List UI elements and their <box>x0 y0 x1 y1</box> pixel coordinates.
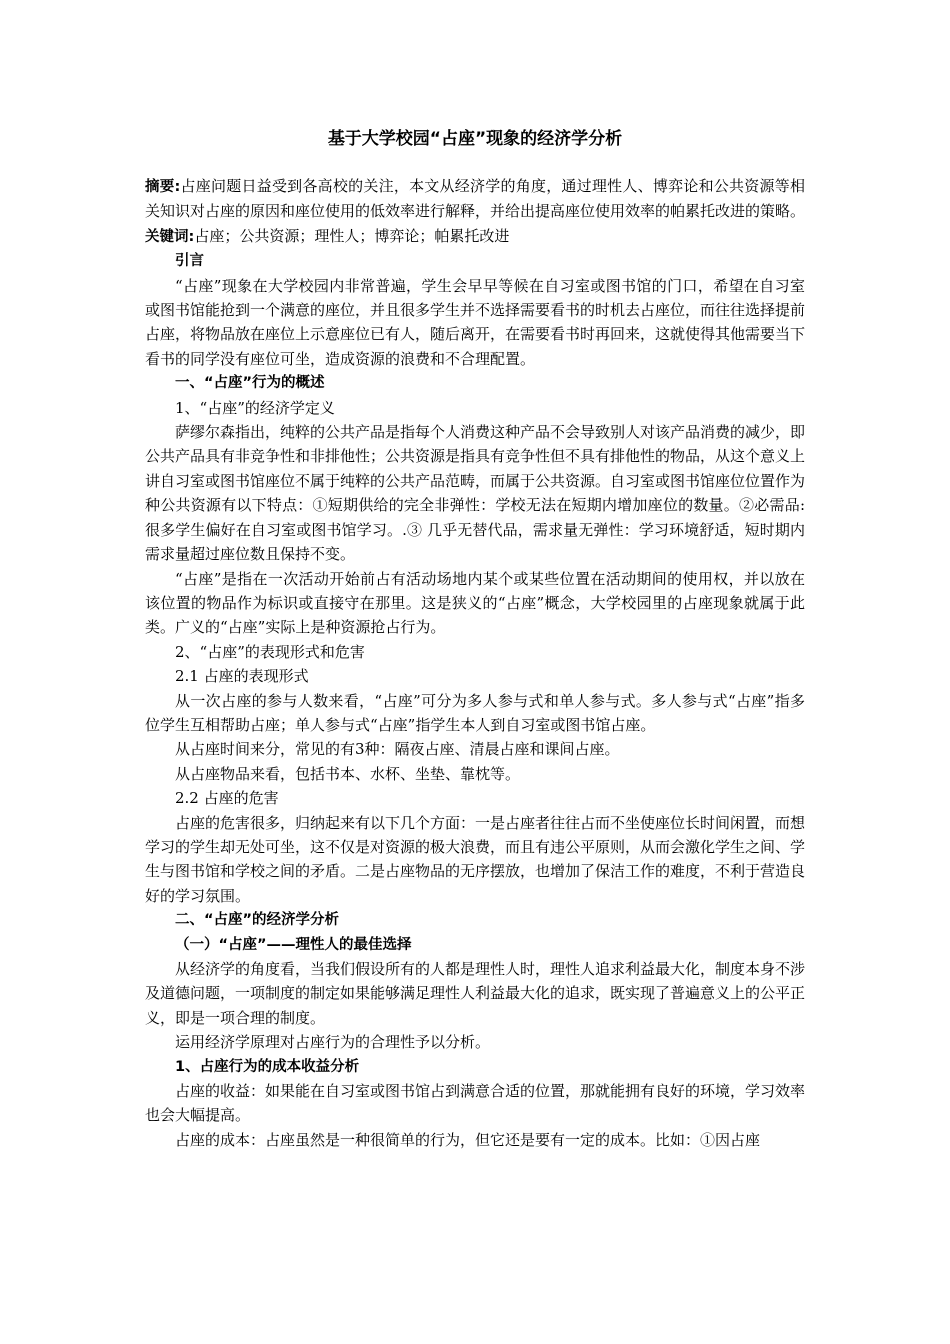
section1-sub1-para2: “占座”是指在一次活动开始前占有活动场地内某个或某些位置在活动期间的使用权，并以放在该位置的物品作为标识或直接守在那里。这是狭义的“占座”概念，大学校园里的占座现象就属于此类。广义的“占座”实际上是种资源抢占行为。 <box>145 569 805 637</box>
section2-sub1-para2: 运用经济学原理对占座行为的合理性予以分析。 <box>175 1033 491 1052</box>
section1-sub1-para1: 萨缪尔森指出，纯粹的公共产品是指每个人消费这种产品不会导致别人对该产品消费的减少，即公共产品具有非竞争性和非排他性；公共资源是指具有竞争性但不具有排他性的物品，从这个意义上讲自习室或图书馆座位不属于纯粹的公共产品范畴，而属于公共资源。自习室或图书馆座位位置作为种公共资源有以下特点：①短期供给的完全非弹性：学校无法在短期内增加座位的数量。②必需品:很多学生偏好在自习室或图书馆学习。.③ 几乎无替代品，需求量无弹性：学习环境舒适，短时期内需求量超过座位数且保持不变。 <box>145 423 806 564</box>
section1-sub2-heading: 2、“占座”的表现形式和危害 <box>175 642 365 661</box>
keywords-label: 关键词: <box>145 228 195 245</box>
keywords <box>145 224 805 249</box>
section2-heading: 二、“占座”的经济学分析 <box>175 912 340 929</box>
intro-paragraph: “占座”现象在大学校园内非常普遍，学生会早早等候在自习室或图书馆的门口，希望在自习室或图书馆能抢到一个满意的座位，并且很多学生并不选择需要看书的时机去占座位，而往往选择提前占座，将物品放在座位上示意座位已有人，随后离开，在需要看书时再回来，这就使得其他需要当下看书的同学没有座位可坐，造成资源的浪费和不合理配置。 <box>145 276 806 368</box>
section1-heading: 一、“占座”行为的概述 <box>175 375 325 392</box>
document-title: 基于大学校园“占座”现象的经济学分析 <box>327 129 623 149</box>
abstract-label: 摘要: <box>145 179 181 195</box>
section1-sub22-heading: 2.2 占座的危害 <box>175 789 279 808</box>
section2-sub2-para1: 占座的收益：如果能在自习室或图书馆占到满意合适的位置，那就能拥有良好的环境，学习效率也会大幅提高。 <box>145 1082 806 1125</box>
abstract <box>145 174 805 224</box>
section2-sub2-heading: 1、占座行为的成本收益分析 <box>175 1058 360 1075</box>
section1-sub21-para3: 从占座物品来看，包括书本、水杯、坐垫、靠枕等。 <box>175 764 521 783</box>
section1-sub21-para1: 从一次占座的参与人数来看，“占座”可分为多人参与式和单人参与式。多人参与式“占座”指多位学生互相帮助占座；单人参与式“占座”指学生本人到自习室或图书馆占座。 <box>145 691 805 734</box>
section1-sub21-heading: 2.1 占座的表现形式 <box>175 667 309 686</box>
section1-sub21-para2: 从占座时间来分，常见的有3种：隔夜占座、清晨占座和课间占座。 <box>175 740 620 759</box>
intro-heading: 引言 <box>175 253 204 270</box>
section2-sub1-para1: 从经济学的角度看，当我们假设所有的人都是理性人时，理性人追求利益最大化，制度本身不涉及道德问题，一项制度的制定如果能够满足理性人利益最大化的追求，既实现了普遍意义上的公平正义，即是一项合理的制度。 <box>145 960 806 1027</box>
section1-sub1-heading: 1、“占座”的经济学定义 <box>175 398 335 417</box>
abstract-text: 占座问题日益受到各高校的关注，本文从经济学的角度，通过理性人、博弈论和公共资源等相关知识对占座的原因和座位使用的低效率进行解释，并给出提高座位使用效率的帕累托改进的策略。 <box>145 177 806 221</box>
document-body <box>145 174 805 1152</box>
section1-sub22-para1: 占座的危害很多，归纳起来有以下几个方面：一是占座者往往占而不坐使座位长时间闲置，而想学习的学生却无处可坐，这不仅是对资源的极大浪费，而且有违公平原则，从而会激化学生之间、学生与图书馆和学校之间的矛盾。二是占座物品的无序摆放，也增加了保洁工作的难度，不利于营造良好的学习氛围。 <box>145 813 806 905</box>
section2-sub1-heading: （一）“占座”——理性人的最佳选择 <box>175 936 412 953</box>
section2-sub2-para2: 占座的成本：占座虽然是一种很简单的行为，但它还是要有一定的成本。比如：①因占座 <box>175 1130 761 1149</box>
keywords-text: 占座；公共资源；理性人；博弈论；帕累托改进 <box>194 226 510 245</box>
